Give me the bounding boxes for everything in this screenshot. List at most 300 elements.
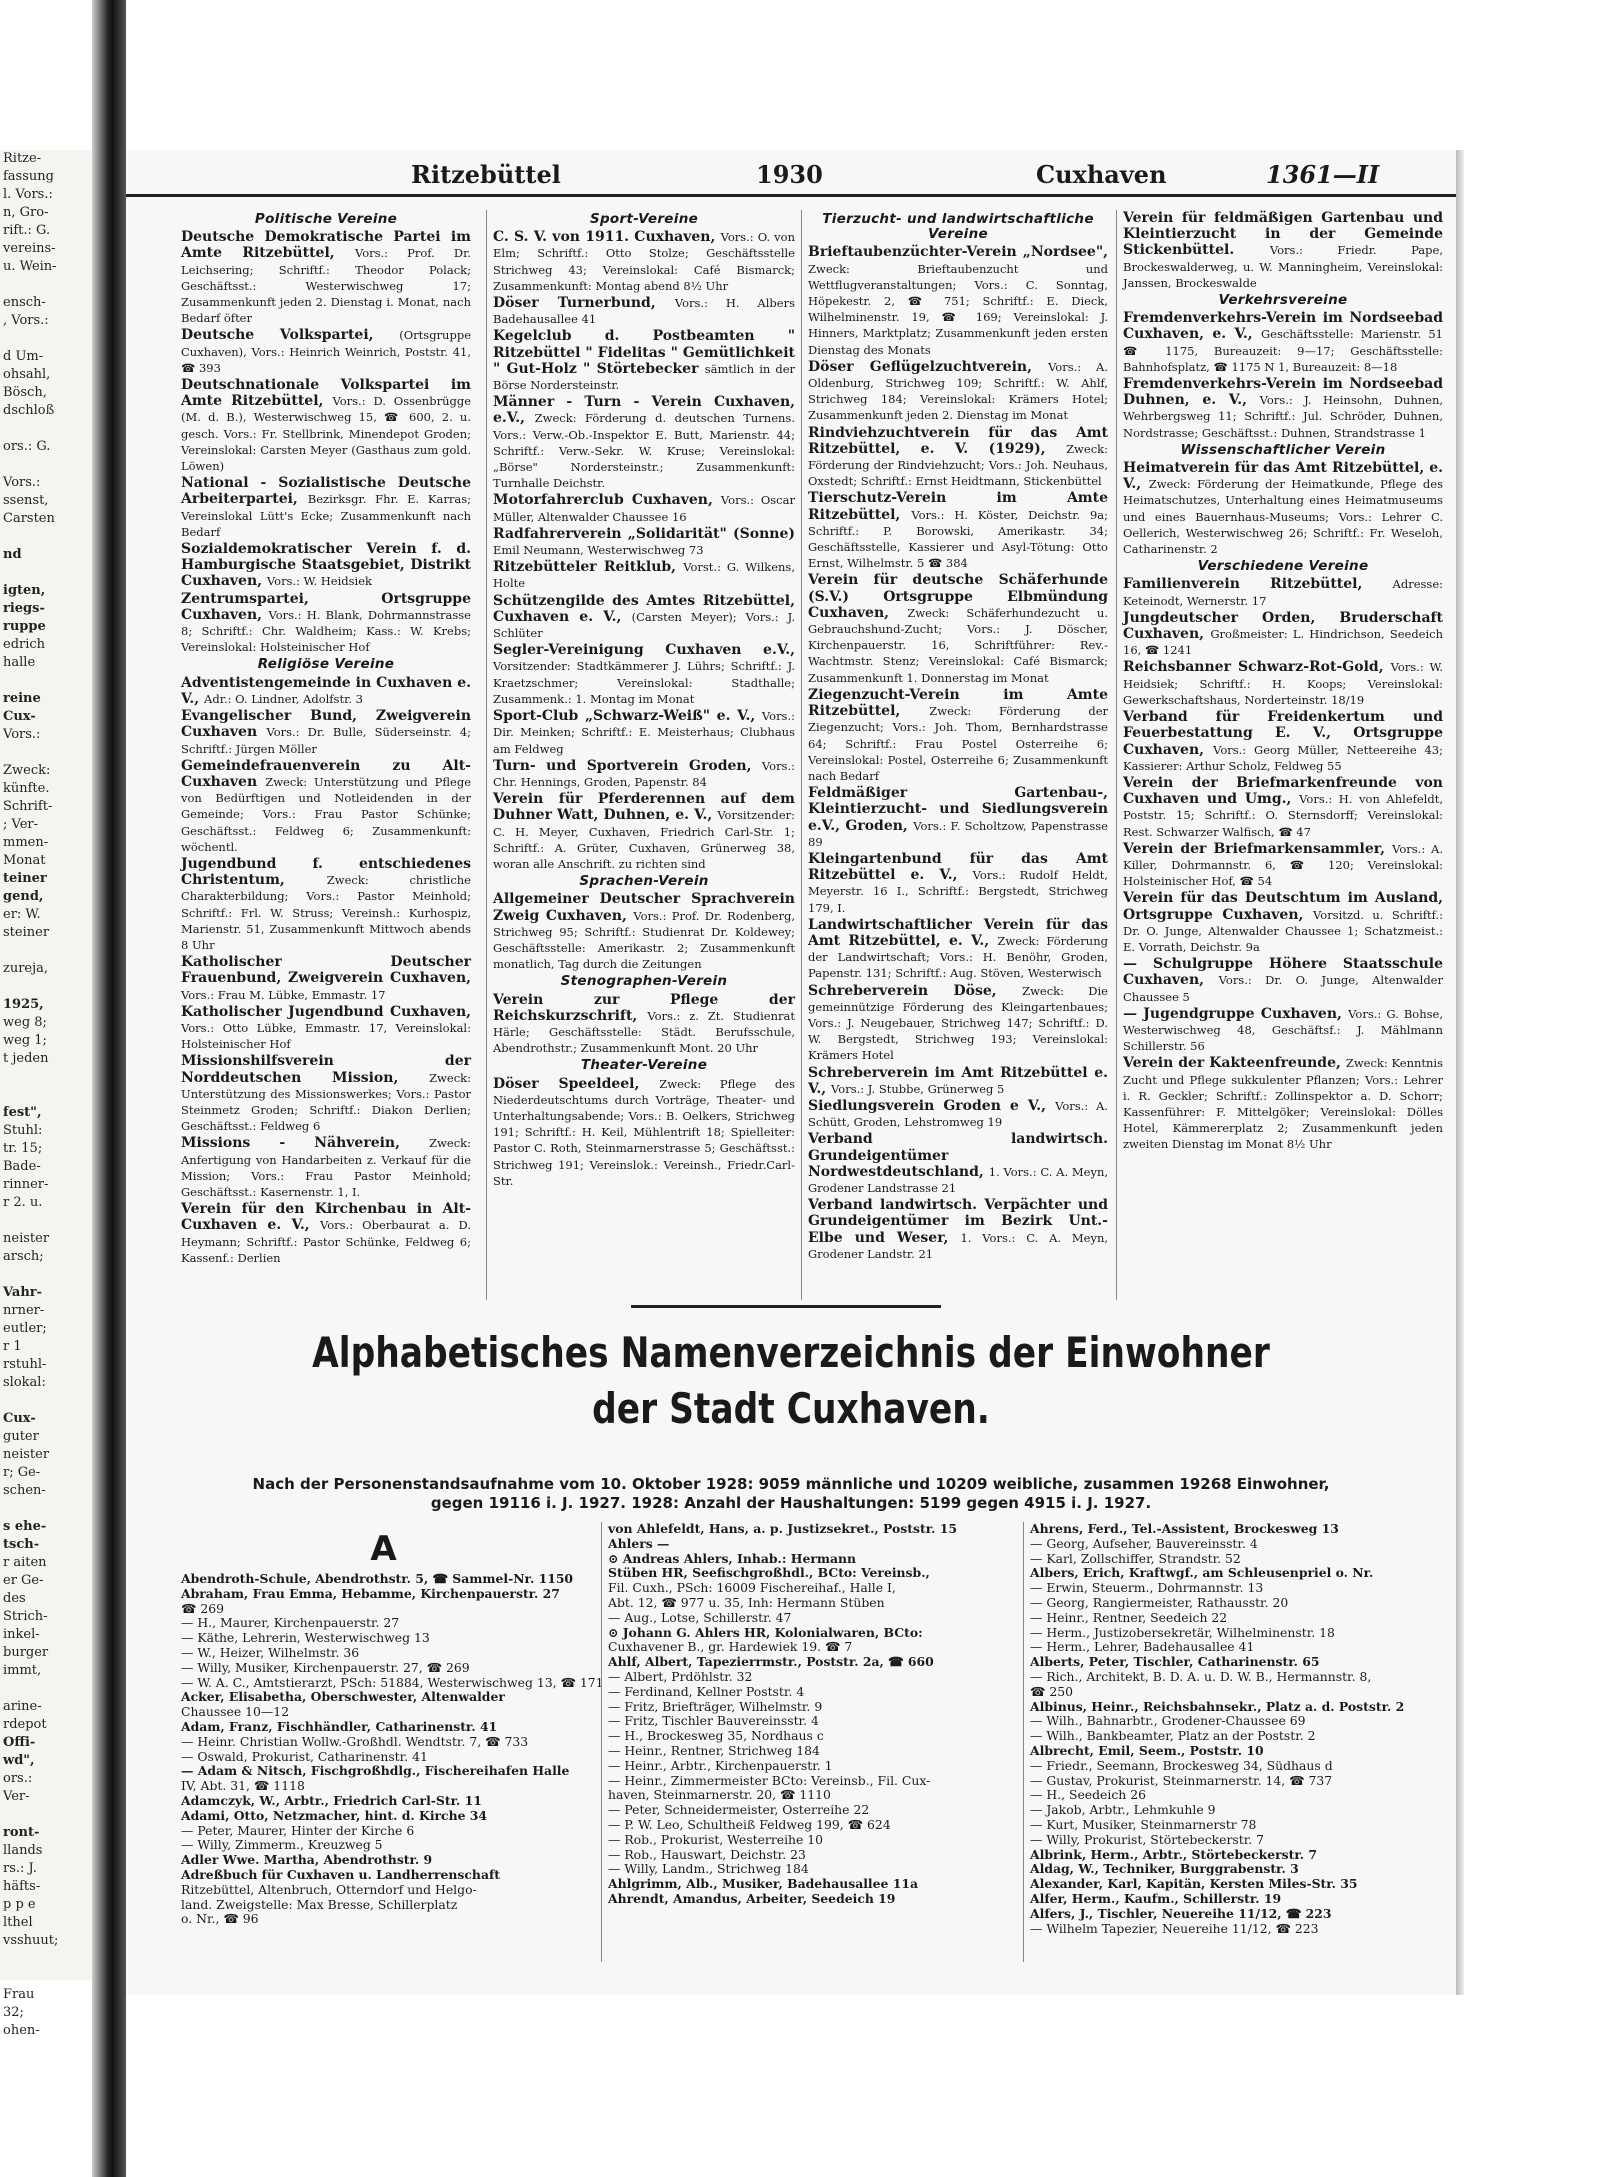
directory-entry: — Heinr. Christian Wollw.-Großhdl. Wendtstr. 7, ☎ 733 [181, 1733, 529, 1749]
association-name: Turn- und Sportverein Groden, [493, 757, 762, 774]
association-entry [1123, 610, 1443, 659]
left-page-line: des [3, 1591, 26, 1606]
association-details: (Carsten Meyer); Vors.: J. Schlüter [493, 609, 795, 641]
directory-entry: — Adam & Nitsch, Fischgroßhdlg., Fischereihafen Halle [181, 1763, 570, 1779]
left-page-line: ruppe [3, 619, 46, 634]
left-page-line: weg 1; [3, 1033, 47, 1048]
association-details: Vors.: Georg Müller, Netteereihe 43; Kassierer: Arthur Scholz, Feldweg 55 [1123, 742, 1443, 773]
association-details: Vors.: Friedr. Pape, Brockeswalderweg, u. W. Manningheim, Vereinslokal: Janssen, Brockeswalde [1123, 243, 1443, 290]
association-name: Verein der Briefmarkenfreunde von Cuxhaven und Umg., [1123, 774, 1443, 808]
left-page-line: 32; [3, 2005, 24, 2020]
directory-entry: — H., Seedeich 26 [1030, 1787, 1146, 1803]
association-name: Allgemeiner Deutscher Sprachverein Zweig Cuxhaven, [493, 891, 795, 924]
association-name: Adventistengemeinde in Cuxhaven e. V., [181, 674, 471, 707]
left-page-line: arsch; [3, 1249, 44, 1264]
left-page-line [0, 942, 92, 960]
left-page-line: r 2. u. [3, 1195, 43, 1210]
directory-entry: — Jakob, Arbtr., Lehmkuhle 9 [1030, 1802, 1216, 1818]
left-page-line: ront- [3, 1825, 40, 1840]
association-details: (Ortsgruppe Cuxhaven), Vors.: Heinrich Weinrich, Poststr. 41, ☎ 393 [181, 328, 471, 375]
directory-entry: — W. A. C., Amtstierarzt, PSch: 51884, Westerwischweg 13, ☎ 171 [181, 1674, 604, 1690]
association-details: Zweck: Schäferhundezucht u. Gebrauchshund-Zucht; Vors.: J. Döscher, Kirchenpauerstr. 16, Schriftführer: Rev.-Wachtmstr. Stenz; Vereinslokal: Café Bismarck; Zusammenkunft 1. Donnerstag im Monat [808, 605, 1108, 685]
association-entry [808, 572, 1108, 685]
directory-entry: — Willy, Prokurist, Störtebeckerstr. 7 [1030, 1831, 1265, 1847]
association-details: Zweck: Förderung der Heimatkunde, Pflege des Heimatschutzes, Unterhaltung eines Heimatmuseums und eines Bauernhaus-Museums; Vors.: Lehrer C. Oellerich, Westerwischweg 26; Schriftf.: Fr. Weseloh, Catharinenstr. 2 [1123, 477, 1443, 557]
association-name: Kleingartenbund für das Amt Ritzebüttel e. V., [808, 850, 1108, 884]
association-entry [493, 295, 795, 327]
section-letter: A [370, 1529, 397, 1569]
association-details: Adresse: Keteinodt, Wernerstr. 17 [1123, 577, 1443, 608]
association-name: Schreberverein im Amt Ritzebüttel e. V., [808, 1064, 1108, 1097]
association-details: Vors.: Dr. O. Junge, Altenwalder Chaussee 5 [1123, 973, 1443, 1004]
left-page-line: tsch- [3, 1537, 40, 1552]
association-name: Heimatverein für das Amt Ritzebüttel, e. V., [1123, 460, 1443, 493]
association-details: Zweck: Pflege des Niederdeutschtums durch Vorträge, Theater- und Unterhaltungsabende; Vors.: B. Oelkers, Strichweg 191; Schriftf.: H. Keil, Mühlentrift 18; Spielleiter: Pastor C. Roth, Steinmarnerstrasse 5; Geschäftsst.: Strichweg 191; Vereinslok.: Vereinsh., Friedr.Carl-Str. [493, 1076, 795, 1188]
association-entry [493, 394, 795, 491]
association-name: Familienverein Ritzebüttel, [1123, 576, 1393, 593]
directory-entry: Ritzebüttel, Altenbruch, Otterndorf und Helgo- [181, 1881, 477, 1897]
association-details: Zweck: Kenntnis Zucht und Pflege sukkulenter Pflanzen; Vors.: Lehrer i. R. Geckler; Schriftf.: Zollinspektor a. D. Schorr; Kassenführer: F. Mittelgöker; Vereinslokal: Dölles Hotel, Kämmererplatz 2; Zusammenkunft jeden zweiten Dienstag im Monat 8½ Uhr [1123, 1056, 1443, 1152]
column-4 [1116, 210, 1443, 1300]
left-page-line: p p e [3, 1897, 36, 1912]
association-name: Verein für deutsche Schäferhunde (S.V.) Ortsgruppe Elbmündung Cuxhaven, [808, 572, 1108, 621]
directory-entry: — Herm., Justizobersekretär, Wilhelminenstr. 18 [1030, 1624, 1335, 1640]
directory-entry: Adamczyk, W., Arbtr., Friedrich Carl-Str. 11 [181, 1792, 482, 1808]
left-page-line [0, 1500, 92, 1518]
left-page-line [0, 1680, 92, 1698]
directory-column-2 [601, 1522, 1013, 1962]
section-heading: Verschiedene Vereine [1197, 558, 1369, 575]
association-entry [1123, 890, 1443, 955]
association-details: Vors.: Oberbaurat a. D. Heymann; Schriftf.: Pastor Schünke, Feldweg 6; Kassenf.: Derlien [181, 1218, 471, 1265]
left-page-line: t jeden [3, 1051, 49, 1066]
directory-entry: Ahrendt, Amandus, Arbeiter, Seedeich 19 [608, 1890, 896, 1906]
left-page-line: vsshuut; [3, 1933, 59, 1948]
left-page-line: guter [3, 1429, 39, 1444]
association-entry [808, 687, 1108, 784]
association-entry [1123, 310, 1443, 375]
association-details: Emil Neumann, Westerwischweg 73 [493, 543, 704, 558]
directory-entry: — Fritz, Briefträger, Wilhelmstr. 9 [608, 1698, 823, 1714]
left-page-line: d Um- [3, 349, 44, 364]
association-details: Geschäftsstelle: Marienstr. 51 ☎ 1175, Bureauzeit: 9—17; Geschäftsstelle: Bahnhofsplatz, ☎ 1175 N 1, Bureauzeit: 8—18 [1123, 327, 1443, 374]
left-page-line: arine- [3, 1699, 42, 1714]
association-details: Vors.: D. Ossenbrügge (M. d. B.), Westerwischweg 15, ☎ 600, 2. u. gesch. Vors.: Fr. Stellbrink, Minendepot Groden; Vereinslokal: Carsten Meyer (Gasthaus zum gold. Löwen) [181, 394, 471, 474]
directory-entry: Adami, Otto, Netzmacher, hint. d. Kirche 34 [181, 1807, 488, 1823]
directory-entry: ⊙ Andreas Ahlers, Inhab.: Hermann [608, 1550, 857, 1566]
left-page-line: fest", [3, 1105, 42, 1120]
association-entry [181, 1135, 471, 1200]
left-page-line: slokal: [3, 1375, 46, 1390]
left-page-line: dschloß [3, 403, 55, 418]
association-name: Motorfahrerclub Cuxhaven, [493, 492, 721, 509]
association-name: Jugendbund f. entschiedenes Christentum, [181, 855, 471, 889]
left-page-line: weg 8; [3, 1015, 47, 1030]
directory-entry: land. Zweigstelle: Max Bresse, Schillerplatz [181, 1896, 458, 1912]
left-page-line: Frau [3, 1987, 35, 2002]
association-entry [1123, 210, 1443, 291]
left-page-line: Vors.: [3, 727, 41, 742]
directory-entry: Chaussee 10—12 [181, 1704, 290, 1720]
association-entry [181, 1053, 471, 1134]
association-name: C. S. V. von 1911. Cuxhaven, [493, 229, 721, 246]
association-name: Verband für Freidenkertum und Feuerbestattung E. V., Ortsgruppe Cuxhaven, [1123, 709, 1443, 758]
directory-entry: Ahlers — [608, 1535, 670, 1551]
association-name: Brieftaubenzüchter-Verein „Nordsee", [808, 244, 1108, 261]
left-page-line [0, 1806, 92, 1824]
left-page-line: , Vors.: [3, 313, 49, 328]
directory-entry: ⊙ Johann G. Ahlers HR, Kolonialwaren, BCto: [608, 1624, 923, 1640]
directory-entry: — Rob., Prokurist, Westerreihe 10 [608, 1831, 824, 1847]
left-page-line: u. Wein- [3, 259, 57, 274]
association-details: Vors.: G. Bohse, Westerwischweg 48, Geschäftsf.: J. Mählmann Schillerstr. 56 [1123, 1006, 1443, 1054]
left-page-line: er Ge- [3, 1573, 44, 1588]
left-page-line: Ver- [3, 1789, 30, 1804]
title-line-2: der Stadt Cuxhaven. [592, 1384, 990, 1433]
left-page-line: mmen- [3, 835, 49, 850]
left-page-line: künfte. [3, 781, 50, 796]
section-heading: Stenographen-Verein [560, 973, 728, 990]
directory-entry: ☎ 250 [1030, 1683, 1074, 1699]
left-page-line: n, Gro- [3, 205, 49, 220]
left-page-line [0, 564, 92, 582]
left-page-line: Stuhl: [3, 1123, 43, 1138]
association-entry [181, 856, 471, 953]
association-entry [1123, 709, 1443, 774]
association-name: Döser Speeldeel, [493, 1075, 660, 1092]
directory-entry: — Oswald, Prokurist, Catharinenstr. 41 [181, 1748, 428, 1764]
left-page-line: ors.: [3, 1771, 33, 1786]
association-entry [181, 327, 471, 376]
section-heading: Verkehrsvereine [1218, 292, 1348, 309]
left-page-line: Strich- [3, 1609, 48, 1624]
association-name: Feldmäßiger Gartenbau-, Kleintierzucht- und Siedlungsverein e.V., Groden, [808, 785, 1108, 834]
association-name: Verein der Kakteenfreunde, [1123, 1055, 1346, 1072]
association-entry [808, 359, 1108, 424]
association-name: Deutsche Demokratische Partei im Amte Ritzebüttel, [181, 229, 471, 262]
association-name: Verein für Pferderennen auf dem Duhner Watt, Duhnen, e. V., [493, 791, 795, 824]
column-2 [486, 210, 795, 1300]
association-details: Vorst.: G. Wilkens, Holte [493, 560, 795, 591]
association-details: Vors.: Rudolf Heldt, Meyerstr. 16 I., Schriftf.: Bergstedt, Strichweg 179, I. [808, 868, 1108, 915]
left-page-line [0, 528, 92, 546]
left-page-line: häfts- [3, 1879, 41, 1894]
directory-entry: — Wilh., Bankbeamter, Platz an der Poststr. 2 [1030, 1728, 1316, 1744]
directory-entry: o. Nr., ☎ 96 [181, 1911, 259, 1927]
association-entry [493, 526, 795, 558]
association-name: Sozialdemokratischer Verein f. d. Hamburgische Staatsgebiet, Distrikt Cuxhaven, [181, 541, 471, 590]
association-details: Zweck: Die gemeinnützige Förderung des Kleingartenbaues; Vors.: J. Neugebauer, Strichweg 147; Schriftf.: D. W. Bergstedt, Strichweg 193; Vereinslokal: Krämers Hotel [808, 983, 1108, 1063]
left-page-line: s ehe- [3, 1519, 47, 1534]
directory-entry: — Peter, Maurer, Hinter der Kirche 6 [181, 1822, 415, 1838]
directory-entry: Adam, Franz, Fischhändler, Catharinenstr. 41 [181, 1718, 498, 1734]
left-page-line: er: W. [3, 907, 41, 922]
association-entry [493, 992, 795, 1057]
directory-entry: haven, Steinmarnerstr. 20, ☎ 1110 [608, 1787, 831, 1803]
left-page-line: ohen- [3, 2023, 40, 2038]
association-details: Zweck: Förderung d. deutschen Turnens. Vors.: Verw.-Ob.-Inspektor E. Butt, Marienstr. 44; Schriftf.: Verw.-Sekr. W. Kruse; Vereinslokal: „Börse" Nordersteinstr.; Zusammenkunft: Turnhalle Deichstr. [493, 411, 795, 491]
left-page-line [0, 1392, 92, 1410]
left-page-line [0, 744, 92, 762]
association-details: Vors.: z. Zt. Studienrat Härle; Geschäftsstelle: Städt. Berufsschule, Abendrothstr.; Zusammenkunft Mont. 20 Uhr [493, 1008, 795, 1056]
directory-entry: — Ferdinand, Kellner Poststr. 4 [608, 1683, 805, 1699]
left-page-line [0, 420, 92, 438]
association-name: Döser Geflügelzuchtverein, [808, 358, 1049, 375]
left-page-line: burger [3, 1645, 49, 1660]
directory-entry: Abendroth-Schule, Abendrothstr. 5, ☎ Sammel-Nr. 1150 [181, 1571, 574, 1586]
association-name: Katholischer Jugendbund Cuxhaven, [181, 1003, 471, 1020]
directory-entry: — Erwin, Steuerm., Dohrmannstr. 13 [1030, 1580, 1264, 1596]
left-page-line: ohsahl, [3, 367, 51, 382]
association-name: Missionshilfsverein der Norddeutschen Mission, [181, 1053, 471, 1086]
left-page-line: edrich [3, 637, 46, 652]
directory-entry: — Wilh., Bahnarbtr., Grodener-Chaussee 69 [1030, 1713, 1306, 1729]
association-details: Vors.: H. Blank, Dohrmannstrasse 8; Schriftf.: Chr. Waldheim; Kass.: W. Krebs; Vereinslokal: Holsteinischer Hof [181, 607, 471, 655]
directory-entry: — Käthe, Lehrerin, Westerwischweg 13 [181, 1630, 430, 1646]
association-entry [808, 785, 1108, 850]
association-name: Missions - Nähverein, [181, 1135, 430, 1152]
association-details: 1. Vors.: C. A. Meyn, Grodener Landstr. 21 [808, 1230, 1109, 1261]
directory-entry: Albrecht, Emil, Seem., Poststr. 10 [1030, 1742, 1264, 1758]
left-page-line: schen- [3, 1483, 46, 1498]
directory-entry: Abt. 12, ☎ 977 u. 35, Inh: Hermann Stüben [608, 1594, 885, 1610]
left-page-line: rstuhl- [3, 1357, 47, 1372]
association-name: Gemeindefrauenverein zu Alt-Cuxhaven [181, 757, 471, 790]
left-page-line: zureja, [3, 961, 49, 976]
association-entry [181, 675, 471, 707]
left-page-line: ors.: G. [3, 439, 51, 454]
association-details: Vors.: Dr. Bulle, Süderseinstr. 4; Schriftf.: Jürgen Möller [181, 725, 472, 756]
association-entry [808, 425, 1108, 490]
association-details: Vors.: J. Heinsohn, Duhnen, Wehrbergsweg 11; Schriftf.: Jul. Schröder, Duhnen, Nordstrasse; Geschäftsst.: Duhnen, Strandstrasse 1 [1123, 393, 1444, 440]
left-page-line [0, 1212, 92, 1230]
association-name: Katholischer Deutscher Frauenbund, Zweigverein Cuxhaven, [181, 954, 471, 987]
left-page-line [0, 330, 92, 348]
left-page-line: Zweck: [3, 763, 51, 778]
left-page-line: 1925, [3, 997, 44, 1012]
association-entry [493, 708, 795, 757]
association-details: Bezirksgr. Fhr. E. Karras; Vereinslokal Lütt's Ecke; Zusammenkunft nach Bedarf [181, 492, 471, 539]
header-town: Ritzebüttel [411, 160, 561, 189]
association-name: Ziegenzucht-Verein im Amte Ritzebüttel, [808, 686, 1108, 720]
book-gutter [92, 0, 126, 2177]
association-name: Deutsche Volkspartei, [181, 327, 400, 344]
association-entry [493, 642, 795, 707]
association-entry [1123, 460, 1443, 557]
association-name: Verein für den Kirchenbau in Alt-Cuxhaven e. V., [181, 1201, 471, 1234]
left-page-line [0, 1266, 92, 1284]
association-entry [493, 891, 795, 972]
association-details: Vorsitzender: C. H. Meyer, Cuxhaven, Friedrich Carl-Str. 1; Schriftf.: A. Grüter, Cuxhaven, Grünerweg 38, woran alle Anschrift. zu richten sind [493, 808, 795, 871]
directory-entry: — H., Brockesweg 35, Nordhaus c [608, 1728, 824, 1744]
association-name: Deutschnationale Volkspartei im Amte Ritzebüttel, [181, 377, 471, 410]
association-details: Vors.: A. Oldenburg, Strichweg 109; Schriftf.: W. Ahlf, Strichweg 184; Vereinslokal: Krämers Hotel; Zusammenkunft jeden 2. Dienstag im Monat [808, 359, 1108, 423]
left-page-line [0, 456, 92, 474]
left-page-line: r 1 [3, 1339, 22, 1354]
left-page-line: lthel [3, 1915, 33, 1930]
directory-entry: — Heinr., Arbtr., Kirchenpauerstr. 1 [608, 1757, 833, 1773]
association-details: Zweck: Anfertigung von Handarbeiten z. Verkauf für die Mission; Vors.: Frau Pastor Meinhold; Geschäftsst.: Kasernenstr. 1, I. [181, 1136, 471, 1199]
left-page-line: l. Vors.: [3, 187, 53, 202]
population-line-1: Nach der Personenstandsaufnahme vom 10. Oktober 1928: 9059 männliche und 10209 weibliche, zusammen 19268 Einwohner, [252, 1475, 1330, 1493]
page-edge [1456, 150, 1464, 1995]
association-entry [808, 1131, 1108, 1196]
association-name: Verband landwirtsch. Grundeigentümer Nordwestdeutschland, [808, 1131, 1108, 1180]
association-details: Adr.: O. Lindner, Adolfstr. 3 [204, 691, 363, 706]
directory-entry: — H., Maurer, Kirchenpauerstr. 27 [181, 1615, 400, 1631]
association-entry [1123, 841, 1443, 890]
association-details: Vors.: Dir. Meinken; Schriftf.: E. Meisterhaus; Clubhaus am Feldweg [493, 709, 795, 756]
left-page-line: rdepot [3, 1717, 47, 1732]
association-entry [1123, 659, 1443, 708]
resident-directory [181, 1522, 1446, 1962]
directory-entry: — Wilhelm Tapezier, Neuereihe 11/12, ☎ 223 [1030, 1920, 1319, 1936]
directory-entry: Alexander, Karl, Kapitän, Kersten Miles-Str. 35 [1030, 1876, 1358, 1892]
directory-entry: — Georg, Rangiermeister, Rathausstr. 20 [1030, 1594, 1289, 1610]
left-page-line: Carsten [3, 511, 55, 526]
association-name: Segler-Vereinigung Cuxhaven e.V., [493, 642, 795, 659]
directory-entry: — Gustav, Prokurist, Steinmarnerstr. 14, ☎ 737 [1030, 1772, 1333, 1788]
section-heading: Wissenschaftlicher Verein [1180, 441, 1386, 458]
association-details: Zweck: Förderung der Rindviehzucht; Vors.: Joh. Neuhaus, Oxstedt; Schriftf.: Ernst Heidtmann, Stickenbüttel [808, 441, 1108, 489]
association-entry [1123, 1006, 1443, 1055]
title-line-1: Alphabetisches Namenverzeichnis der Einwohner [312, 1328, 1270, 1377]
header-city: Cuxhaven [1036, 160, 1167, 189]
association-name: Sport-Club „Schwarz-Weiß" e. V., [493, 708, 762, 725]
association-entry [181, 229, 471, 326]
association-name: Schützengilde des Amtes Ritzebüttel, Cuxhaven e. V., [493, 592, 795, 625]
association-name: National - Sozialistische Deutsche Arbeiterpartei, [181, 475, 471, 508]
association-entry [181, 708, 471, 757]
section-heading: Sport-Vereine [589, 211, 699, 227]
left-page-line [0, 1086, 92, 1104]
left-page-line: Ritze- [3, 151, 42, 166]
directory-title [246, 1325, 1337, 1437]
directory-entry: — Rob., Hauswart, Deichstr. 23 [608, 1846, 806, 1862]
left-page-line: r; Ge- [3, 1465, 41, 1480]
association-details: Vors.: Oscar Müller, Altenwalder Chaussee 16 [493, 493, 795, 524]
directory-column-3 [1023, 1522, 1445, 1962]
left-page-line: neister [3, 1447, 50, 1462]
association-entry [493, 492, 795, 524]
association-details: Zweck: Unterstützung des Missionswerkes; Vors.: Pastor Steinmetz Groden; Schriftf.: Diakon Derlien; Geschäftsst.: Feldweg 6 [181, 1070, 471, 1134]
association-entry [1123, 775, 1443, 840]
left-page-line [0, 1968, 92, 1986]
association-details: sämtlich in der Börse Nordersteinstr. [493, 361, 795, 393]
association-details: Vorsitzd. u. Schriftf.: Dr. O. Junge, Altenwalder Chaussee 1; Schatzmeist.: E. Vorrath, Deichstr. 9a [1123, 907, 1443, 954]
association-name: Verein zur Pflege der Reichskurzschrift, [493, 991, 795, 1024]
directory-entry: — Fritz, Tischler Bauvereinsstr. 4 [608, 1713, 819, 1729]
left-page-line: rinner- [3, 1177, 49, 1192]
association-details: Vors.: A. Schütt, Groden, Lehstromweg 19 [808, 1098, 1109, 1130]
association-entry [808, 1065, 1108, 1097]
directory-entry: Ahlgrimm, Alb., Musiker, Badehausallee 11a [608, 1876, 918, 1892]
association-name: Döser Turnerbund, [493, 295, 675, 312]
association-details: Vors.: Chr. Hennings, Groden, Papenstr. 84 [493, 758, 795, 789]
header-page-number: 1361—II [1266, 160, 1380, 189]
association-entry [181, 1004, 471, 1053]
association-name: Radfahrerverein „Solidarität" (Sonne) [493, 525, 795, 542]
directory-entry: Fil. Cuxh., PSch: 16009 Fischereihaf., Halle I, [608, 1580, 896, 1596]
directory-entry: — Albert, Prdöhlstr. 32 [608, 1668, 753, 1684]
left-page-line: Monat [3, 853, 46, 868]
population-line-2: gegen 19116 i. J. 1927. 1928: Anzahl der Haushaltungen: 5199 gegen 4915 i. J. 1927. [430, 1494, 1152, 1512]
left-page-line: gend, [3, 889, 44, 904]
association-details: 1. Vors.: C. A. Meyn, Grodener Landstrasse 21 [808, 1164, 1109, 1195]
association-details: Vorsitzender: Stadtkämmerer J. Lührs; Schriftf.: J. Kraetzschmer; Vereinslokal: Stadthalle; Zusammenk.: 1. Montag im Monat [493, 659, 795, 706]
section-heading: Sprachen-Verein [579, 873, 709, 890]
association-name: Zentrumspartei, Ortsgruppe Cuxhaven, [181, 590, 471, 623]
association-name: Kegelclub d. Postbeamten " Ritzebüttel " Fidelitas " Gemütlichkeit " Gut-Holz " Störtebecker [493, 328, 795, 377]
left-page-line: Cux- [3, 1411, 36, 1426]
association-details: Vors.: O. von Elm; Schriftf.: Otto Stolze; Geschäftsstelle Strichweg 43; Vereinslokal: Café Bismarck; Zusammenkunft: Montag abend 8½ Uhr [493, 230, 795, 293]
left-page-line: llands [3, 1843, 43, 1858]
association-details: Zweck: Förderung der Ziegenzucht; Vors.: Joh. Thom, Bernhardstrasse 64; Schriftf.: Frau Postel Osterreihe 6; Vereinslokal: Postel, Osterreihe 6; Zusammenkunft nach Bedarf [808, 704, 1108, 783]
association-details: Zweck: Unterstützung und Pflege von Bedürftigen und Notleidenden in der Gemeinde; Vors.: Frau Pastor Schünke; Geschäftsst.: Feldweg 6; Zusammenkunft: wöchentl. [181, 774, 471, 854]
association-name: Evangelischer Bund, Zweigverein Cuxhaven [181, 708, 471, 741]
directory-entry: Acker, Elisabetha, Oberschwester, Altenwalder [181, 1689, 505, 1705]
population-note [166, 1475, 1416, 1513]
left-page-line: immt, [3, 1663, 42, 1678]
directory-entry: Aldag, W., Techniker, Burggrabenstr. 3 [1030, 1861, 1299, 1877]
association-details: Zweck: Förderung der Landwirtschaft; Vors.: H. Benöhr, Groden, Papenstr. 131; Schriftf.: Aug. Stöven, Westerwisch [808, 933, 1108, 981]
left-page-line: ssenst, [3, 493, 49, 508]
association-columns [181, 210, 1446, 1300]
association-details: Großmeister: L. Hindrichson, Seedeich 16, ☎ 1241 [1123, 627, 1444, 658]
association-name: Fremdenverkehrs-Verein im Nordseebad Cuxhaven, e. V., [1123, 310, 1443, 343]
association-details: Zweck: christliche Charakterbildung; Vors.: Pastor Meinhold; Schriftf.: Frl. W. Struss; Vereinsh.: Kurhospiz, Marienstr. 51, Zusammenkunft Mittwoch abends 8 Uhr [181, 873, 471, 952]
association-details: Vors.: H. Köster, Deichstr. 9a; Schriftf.: P. Borowski, Amerikastr. 34; Geschäftsstelle, Kassierer und Asyl-Tötung: Otto Ernst, Wilhelmstr. 5 ☎ 384 [808, 507, 1109, 571]
left-page-line: inkel- [3, 1627, 40, 1642]
association-entry [181, 377, 471, 474]
left-page-line: rs.: J. [3, 1861, 37, 1876]
association-entry [493, 229, 795, 294]
page-header [126, 160, 1456, 197]
left-page-line: eutler; [3, 1321, 47, 1336]
association-details: Vors.: W. Heidsiek; Schriftf.: H. Koops; Vereinslokal: Gewerkschaftshaus, Norderteinstr. 18/19 [1123, 660, 1443, 707]
association-entry [808, 244, 1108, 357]
directory-entry: — Kurt, Musiker, Steinmarnerstr 78 [1030, 1816, 1257, 1832]
directory-entry: — Heinr., Zimmermeister BCto: Vereinsb., Fil. Cux- [608, 1772, 931, 1788]
association-entry [181, 758, 471, 855]
directory-entry: Cuxhavener B., gr. Hardewiek 19. ☎ 7 [608, 1639, 853, 1655]
association-name: Verein für feldmäßigen Gartenbau und Kleintierzucht in der Gemeinde Stickenbüttel. [1123, 210, 1443, 259]
left-page-line: ensch- [3, 295, 46, 310]
left-page-line [0, 978, 92, 996]
directory-entry: — Heinr., Rentner, Strichweg 184 [608, 1742, 820, 1758]
association-entry [181, 541, 471, 590]
association-name: Ritzebütteler Reitklub, [493, 559, 684, 576]
section-heading: Politische Vereine [254, 211, 398, 227]
directory-entry: — P. W. Leo, Schultheiß Feldweg 199, ☎ 624 [608, 1816, 891, 1832]
section-divider [631, 1305, 941, 1308]
left-page-line: igten, [3, 583, 46, 598]
association-name: Verein für das Deutschtum im Ausland, Ortsgruppe Cuxhaven, [1123, 890, 1443, 923]
directory-entry: ☎ 269 [181, 1600, 225, 1616]
directory-entry: Albinus, Heinr., Reichsbahnsekr., Platz a. d. Poststr. 2 [1030, 1698, 1405, 1714]
directory-entry: Alberts, Peter, Tischler, Catharinenstr. 65 [1030, 1654, 1320, 1670]
left-page-line: tr. 15; [3, 1141, 43, 1156]
association-name: Verein der Briefmarkensammler, [1123, 840, 1393, 857]
association-details: Vors.: Frau M. Lübke, Emmastr. 17 [181, 987, 386, 1002]
association-name: Siedlungsverein Groden e V., [808, 1097, 1056, 1114]
left-page-line [0, 276, 92, 294]
directory-entry: Stüben HR, Seefischgroßhdl., BCto: Vereinsb., [608, 1565, 930, 1581]
directory-entry: IV, Abt. 31, ☎ 1118 [181, 1778, 305, 1794]
association-name: Rindviehzuchtverein für das Amt Ritzebüttel, e. V. (1929), [808, 424, 1108, 457]
left-page-line: Offi- [3, 1735, 36, 1750]
directory-entry: Adreßbuch für Cuxhaven u. Landherrenschaft [181, 1866, 501, 1882]
